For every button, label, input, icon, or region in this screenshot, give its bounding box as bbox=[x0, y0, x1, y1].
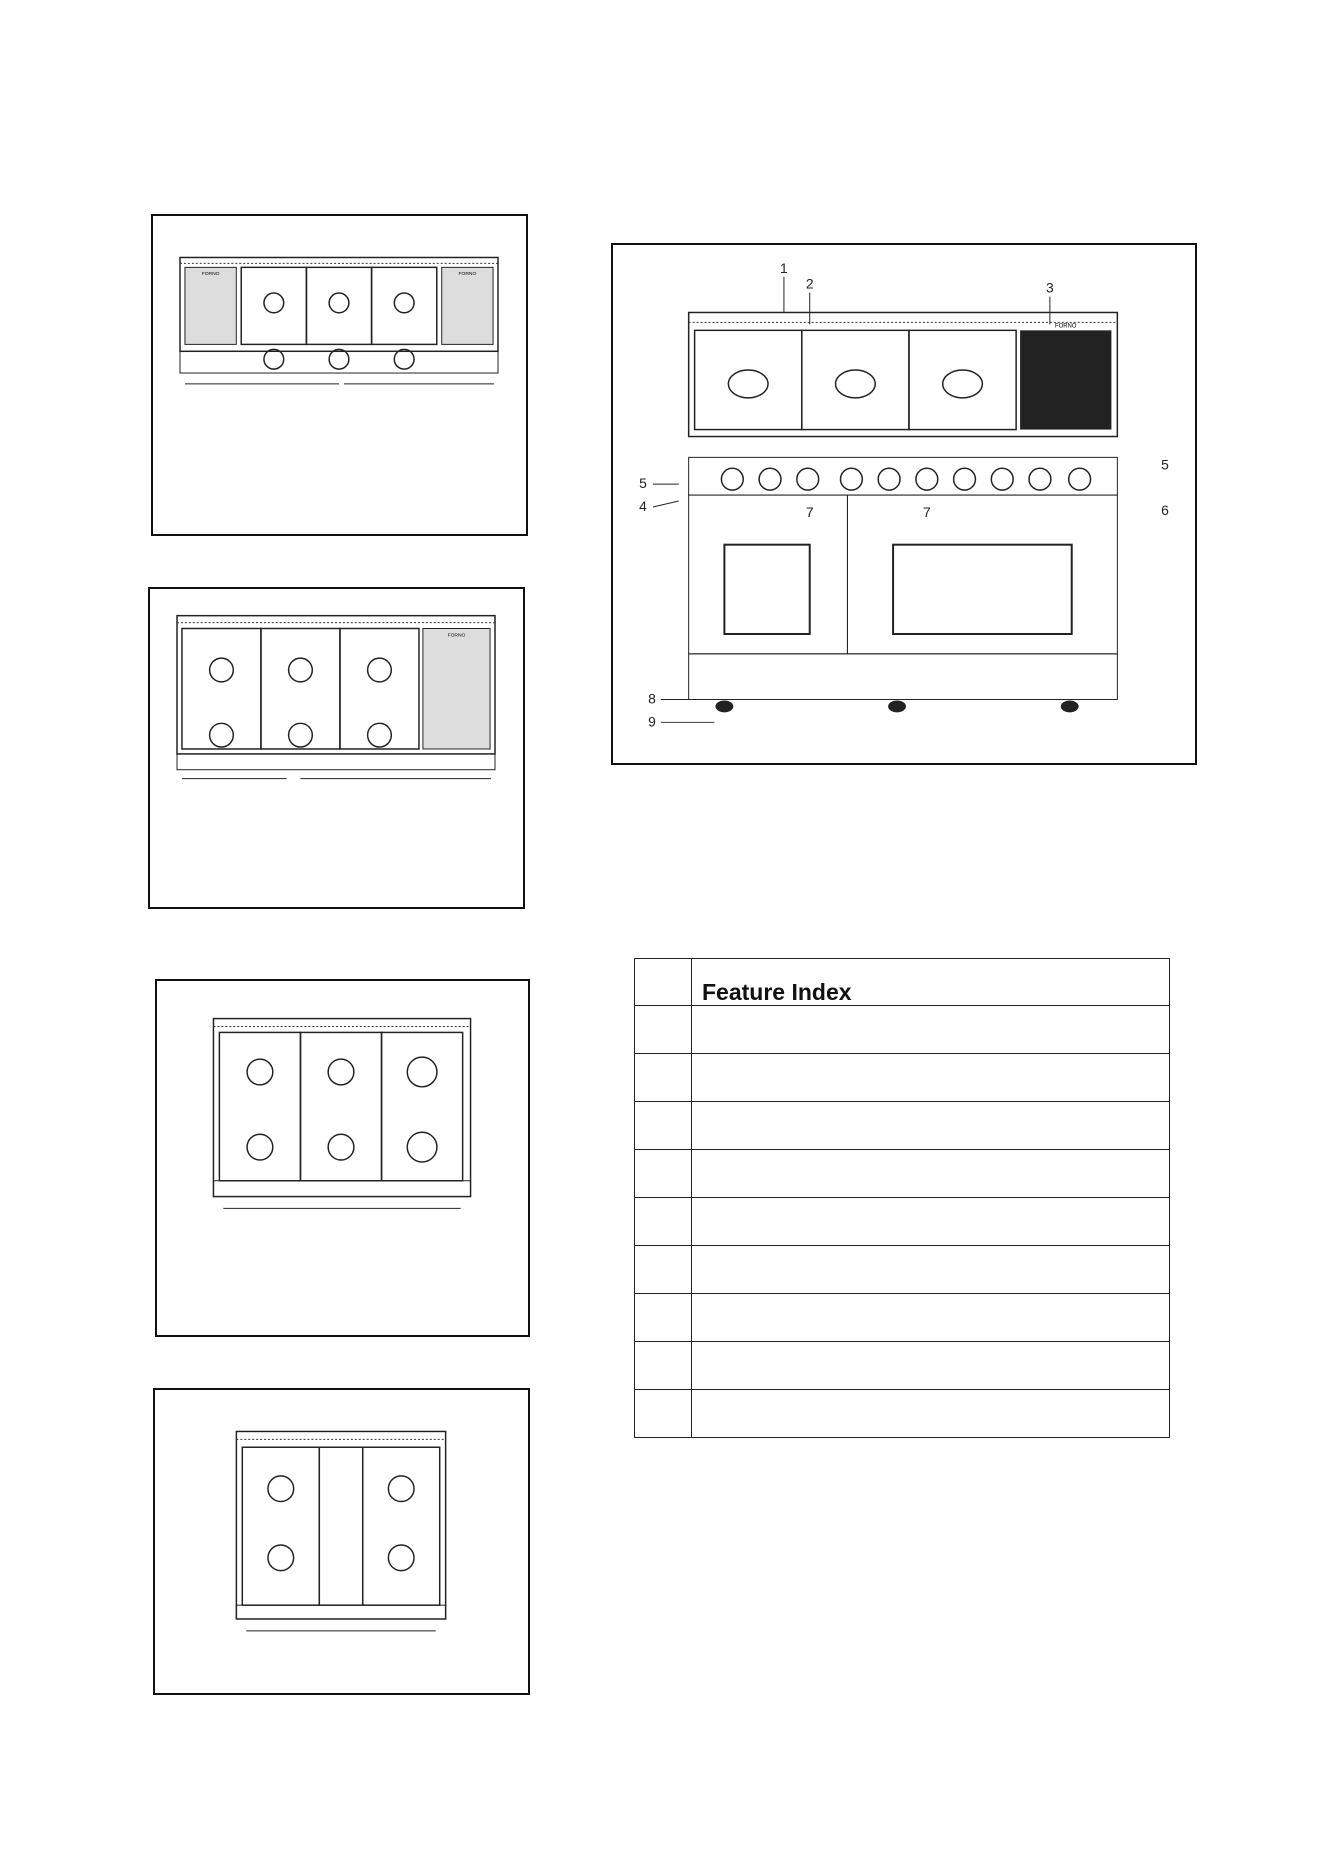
figure-four-burner-griddle-range bbox=[153, 1388, 530, 1695]
figure-main-range-callouts bbox=[611, 243, 1197, 765]
row-num bbox=[635, 1198, 692, 1246]
table-row bbox=[635, 1246, 1170, 1294]
row-text bbox=[692, 1198, 1170, 1246]
row-text bbox=[692, 1150, 1170, 1198]
table-row bbox=[635, 1390, 1170, 1438]
figure-six-burner-grill-range bbox=[148, 587, 525, 909]
header-num-cell bbox=[635, 959, 692, 1006]
row-text bbox=[692, 1102, 1170, 1150]
row-num bbox=[635, 1006, 692, 1054]
row-text bbox=[692, 1342, 1170, 1390]
table-row bbox=[635, 1054, 1170, 1102]
row-num bbox=[635, 1054, 692, 1102]
row-num bbox=[635, 1390, 692, 1438]
row-text bbox=[692, 1006, 1170, 1054]
callout-1: 1 bbox=[780, 259, 788, 276]
table-row bbox=[635, 1294, 1170, 1342]
range-illustration bbox=[613, 245, 1195, 763]
callout-2: 2 bbox=[805, 275, 814, 292]
badge: FORNO bbox=[447, 633, 466, 639]
callout-7-right: 7 bbox=[922, 503, 931, 520]
badge-right: FORNO bbox=[458, 272, 477, 278]
table-row bbox=[635, 1342, 1170, 1390]
badge: FORNO bbox=[1055, 323, 1077, 330]
feature-index-header bbox=[635, 959, 1170, 1006]
row-num bbox=[635, 1102, 692, 1150]
callout-3: 3 bbox=[1046, 279, 1054, 296]
row-num bbox=[635, 1246, 692, 1294]
table-row bbox=[635, 1198, 1170, 1246]
callout-6: 6 bbox=[1161, 501, 1169, 518]
table-row bbox=[635, 1150, 1170, 1198]
table-row bbox=[635, 1102, 1170, 1150]
range-illustration bbox=[153, 216, 526, 534]
callout-4: 4 bbox=[639, 497, 647, 514]
callout-9: 9 bbox=[648, 713, 656, 730]
row-text bbox=[692, 1054, 1170, 1102]
row-num bbox=[635, 1342, 692, 1390]
callout-5-right: 5 bbox=[1161, 456, 1169, 473]
callout-7-left: 7 bbox=[805, 503, 814, 520]
feature-index-title: Feature Index bbox=[702, 979, 852, 1005]
header-title-cell bbox=[692, 959, 1170, 1006]
row-num bbox=[635, 1150, 692, 1198]
range-illustration bbox=[150, 589, 523, 907]
figure-six-burner-range bbox=[155, 979, 530, 1337]
figure-grill-grill-range bbox=[151, 214, 528, 536]
row-text bbox=[692, 1294, 1170, 1342]
feature-index-table bbox=[634, 958, 1170, 1438]
row-num bbox=[635, 1294, 692, 1342]
row-text bbox=[692, 1390, 1170, 1438]
row-text bbox=[692, 1246, 1170, 1294]
callout-8: 8 bbox=[648, 690, 656, 707]
range-illustration bbox=[157, 981, 528, 1335]
table-row bbox=[635, 1006, 1170, 1054]
range-illustration bbox=[155, 1390, 528, 1693]
badge-left: FORNO bbox=[201, 272, 220, 278]
callout-5-left: 5 bbox=[639, 475, 647, 492]
